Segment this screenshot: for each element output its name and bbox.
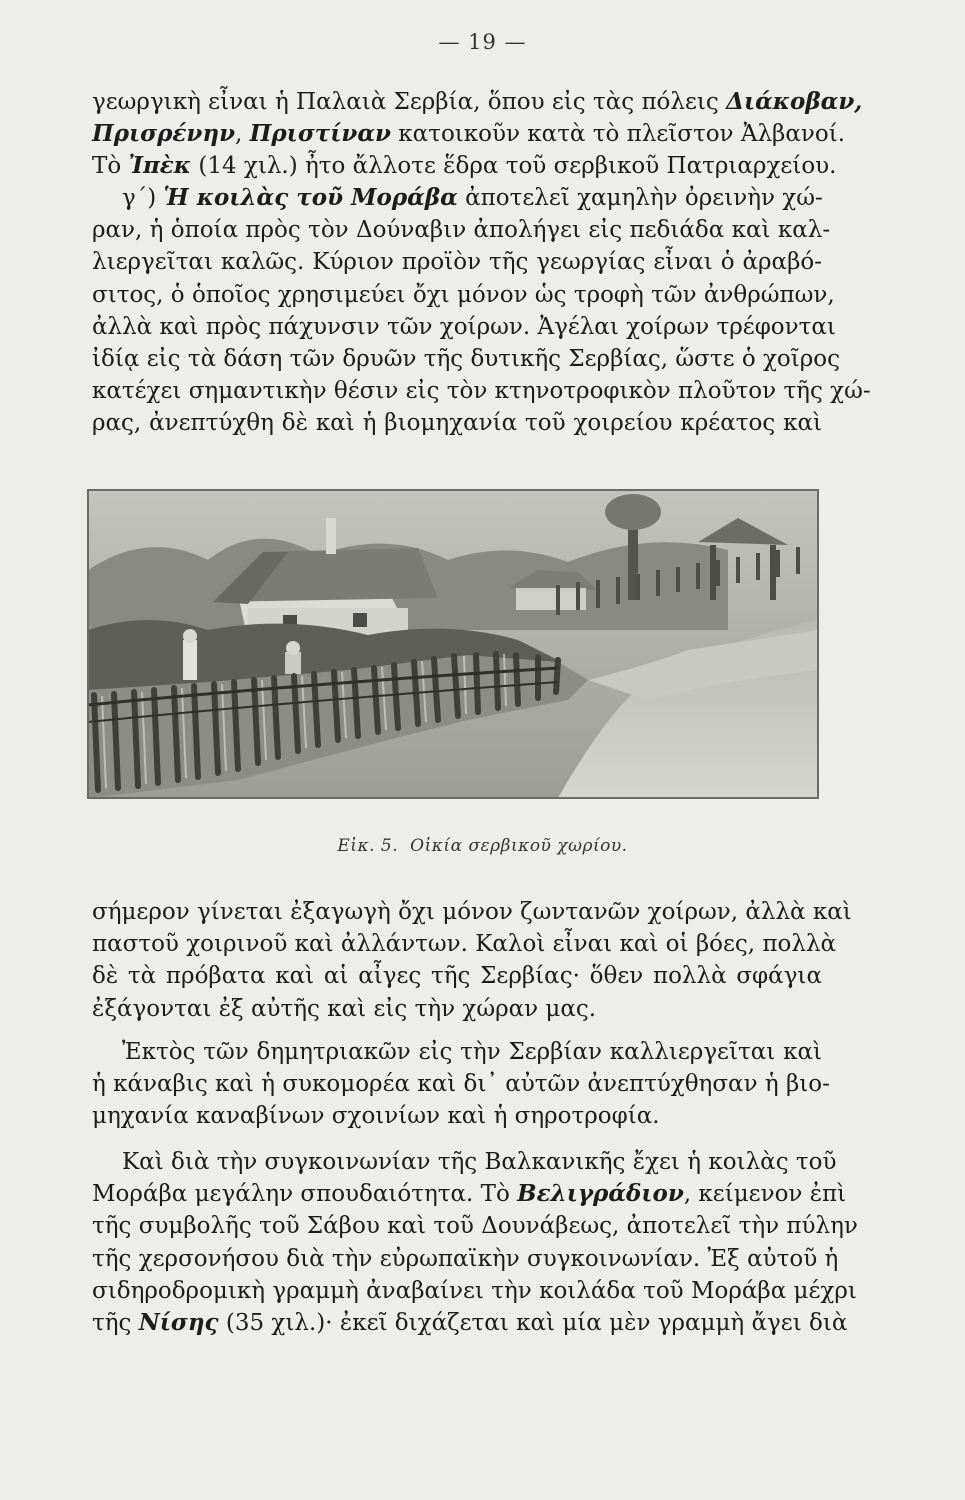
text-line: ἐξάγονται ἐξ αὐτῆς καὶ εἰς τὴν χώραν μας.	[92, 995, 597, 1022]
figure-caption-label: Εἰκ. 5.	[337, 836, 399, 856]
text-line: σήμερον γίνεται ἐξαγωγὴ ὄχι μόνον ζωντανῶν χοίρων, ἀλλὰ καὶ	[92, 899, 852, 925]
text-line: ραν, ἡ ὁποία πρὸς τὸν Δούναβιν ἀπολήγει εἰς πεδιάδα καὶ καλ-	[92, 217, 831, 244]
text-run: ,	[235, 121, 250, 148]
text-run: κατοικοῦν κατὰ τὸ πλεῖστον Ἀλβανοί.	[391, 121, 846, 148]
text-line	[92, 150, 837, 182]
figure-caption	[0, 836, 965, 856]
text-line: ἡ κάναβις καὶ ἡ συκομορέα καὶ δι᾽ αὐτῶν ἀνεπτύχθησαν ἡ βιο-	[92, 1071, 830, 1098]
place-name-pec: Ἰπὲκ	[128, 152, 192, 180]
text-line: Ἐκτὸς τῶν δημητριακῶν εἰς τὴν Σερβίαν καλλιεργεῖται καὶ	[122, 1039, 822, 1065]
text-line: ἀλλὰ καὶ πρὸς πάχυνσιν τῶν χοίρων. Ἀγέλαι χοίρων τρέφονται	[92, 313, 836, 340]
place-name-nis: Νίσης	[138, 1309, 219, 1337]
text-run: ἀποτελεῖ χαμηλὴν ὀρεινὴν χώ-	[457, 185, 823, 211]
figure-photo-serbian-village-house	[88, 490, 818, 798]
text-run: γ΄)	[122, 185, 164, 211]
text-run: γεωργικὴ εἶναι ἡ Παλαιὰ Σερβία, ὅπου εἰς τὰς πόλεις	[92, 89, 727, 115]
text-run: Τὸ	[92, 153, 129, 180]
text-run: Μοράβα μεγάλην σπουδαιότητα. Τὸ	[92, 1181, 518, 1208]
paragraph-3	[92, 896, 852, 1025]
place-name-pristina: Πριστίναν	[249, 120, 391, 148]
page-number: — 19 —	[438, 30, 527, 54]
text-line: Καὶ διὰ τὴν συγκοινωνίαν τῆς Βαλκανικῆς ἔχει ἡ κοιλὰς τοῦ	[122, 1149, 837, 1175]
paragraph-4	[92, 1036, 830, 1133]
text-line: τῆς χερσονήσου διὰ τὴν εὐρωπαϊκὴν συγκοινωνίαν. Ἐξ αὐτοῦ ἡ	[92, 1245, 839, 1272]
text-line: σιτος, ὁ ὁποῖος χρησιμεύει ὄχι μόνον ὡς τροφὴ τῶν ἀνθρώπων,	[92, 281, 835, 308]
place-name-belgrade: Βελιγράδιον	[517, 1180, 684, 1208]
text-line: κατέχει σημαντικὴν θέσιν εἰς τὸν κτηνοτροφικὸν πλοῦτον τῆς χώ-	[92, 378, 871, 405]
text-line	[92, 182, 822, 214]
text-run: (35 χιλ.)· ἐκεῖ διχάζεται καὶ μία μὲν γραμμὴ ἄγει διὰ	[218, 1310, 848, 1337]
figure-caption-text: Οἰκία σερβικοῦ χωρίου.	[410, 836, 628, 856]
place-name-prizren: Πρισρένην	[92, 120, 236, 148]
text-line: ρας, ἀνεπτύχθη δὲ καὶ ἡ βιομηχανία τοῦ χοιρείου κρέατος καὶ	[92, 410, 822, 437]
paragraph-2	[92, 182, 871, 440]
text-line: τῆς συμβολῆς τοῦ Σάβου καὶ τοῦ Δουνάβεως, ἀποτελεῖ τὴν πύλην	[92, 1213, 858, 1240]
text-line: ἰδίᾳ εἰς τὰ δάση τῶν δρυῶν τῆς δυτικῆς Σερβίας, ὥστε ὁ χοῖρος	[92, 346, 841, 373]
section-heading-morava: Ἡ κοιλὰς τοῦ Μοράβα	[163, 184, 458, 211]
text-line: παστοῦ χοιρινοῦ καὶ ἀλλάντων. Καλοὶ εἶναι καὶ οἱ βόες, πολλὰ	[92, 931, 837, 958]
text-line	[92, 118, 846, 150]
text-run: τῆς	[92, 1310, 139, 1337]
place-name-diakovo: Διάκοβαν,	[726, 88, 863, 115]
text-line	[92, 1307, 848, 1339]
text-run: , κείμενον ἐπὶ	[683, 1181, 847, 1208]
text-line	[92, 1178, 847, 1210]
text-line: δὲ τὰ πρόβατα καὶ αἱ αἶγες τῆς Σερβίας· ὅθεν πολλὰ σφάγια	[92, 963, 822, 990]
text-line: λιεργεῖται καλῶς. Κύριον προϊὸν τῆς γεωργίας εἶναι ὁ ἀραβό-	[92, 249, 822, 276]
paragraph-1	[92, 86, 863, 183]
paragraph-5	[92, 1146, 858, 1339]
text-run: (14 χιλ.) ἦτο ἄλλοτε ἕδρα τοῦ σερβικοῦ Πατριαρχείου.	[191, 153, 837, 180]
text-line: σιδηροδρομικὴ γραμμὴ ἀναβαίνει τὴν κοιλάδα τοῦ Μοράβα μέχρι	[92, 1277, 857, 1304]
text-line: μηχανία καναβίνων σχοινίων καὶ ἡ σηροτροφία.	[92, 1103, 660, 1130]
text-line	[92, 86, 863, 118]
